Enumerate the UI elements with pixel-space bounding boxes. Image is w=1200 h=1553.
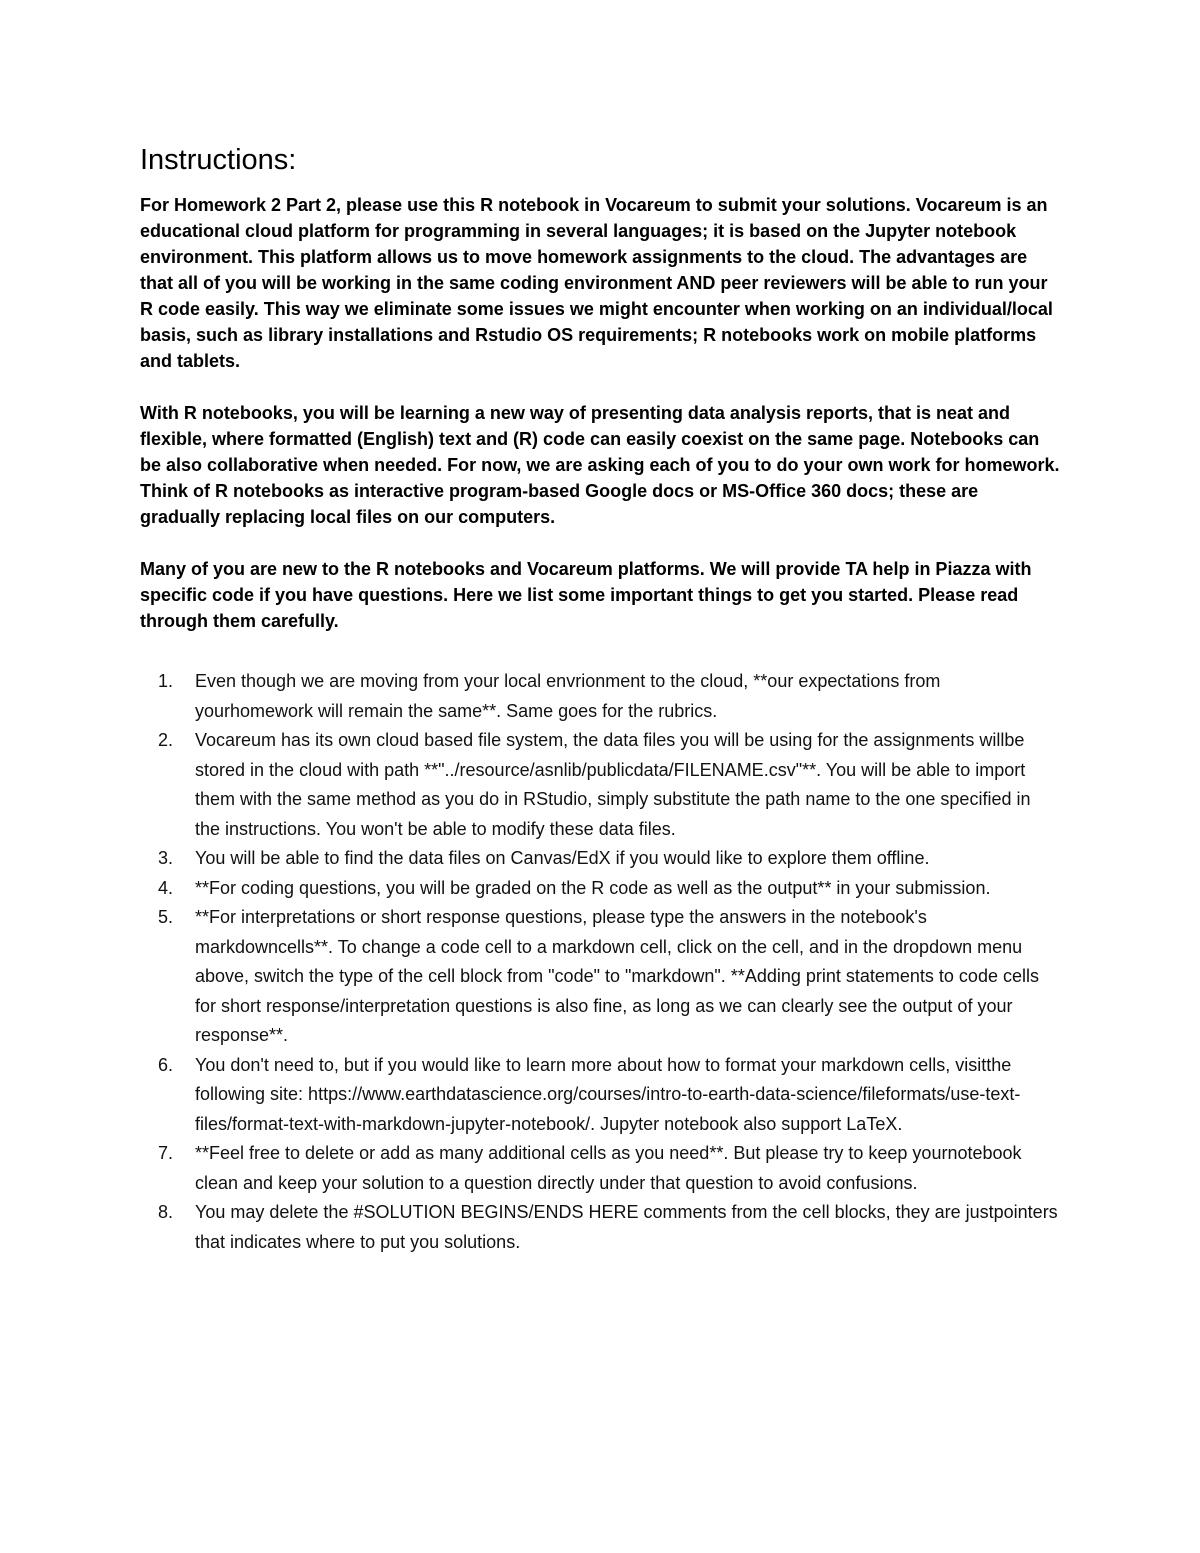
list-item [140,903,1060,1051]
list-item-text: You may delete the #SOLUTION BEGINS/ENDS HERE comments from the cell blocks, they are justpointers that indicates where to put you solutions. [195,1202,1058,1252]
list-item [140,874,1060,904]
list-item-number: 2. [158,730,174,750]
list-item-text: **Feel free to delete or add as many additional cells as you need**. But please try to keep yournotebook clean and keep your solution to a question directly under that question to avoid confusions. [195,1143,1022,1193]
instructions-list [140,667,1060,1257]
list-item-text: Even though we are moving from your local envrionment to the cloud, **our expectations from yourhomework will remain the same**. Same goes for the rubrics. [195,671,941,721]
list-item [140,844,1060,874]
list-item [140,1139,1060,1198]
list-item-number: 7. [158,1143,174,1163]
list-item-number: 6. [158,1054,174,1075]
list-item-text: **For interpretations or short response questions, please type the answers in the notebook's markdowncells**. To change a code cell to a markdown cell, click on the cell, and in the dropdown menu above, switch the type of the cell block from "code" to "markdown". **Adding print statements to code cells for short response/interpretation questions is also fine, as long as we can clearly see the output of your response**. [195,907,1039,1045]
list-item-number: 1. [158,671,174,691]
list-item [140,1051,1060,1140]
list-item-number: 8. [158,1202,174,1222]
list-item-text: Vocareum has its own cloud based file system, the data files you will be using for the assignments willbe stored in the cloud with path **"../resource/asnlib/publicdata/FILENAME.csv"**. You will be able to import them with the same method as you do in RStudio, simply substitute the path name to the one specified in the instructions. You won't be able to modify these data files. [195,730,1031,839]
list-item-number: 5. [158,907,174,927]
list-item-number: 4. [158,877,174,898]
list-item [140,1198,1060,1257]
document-title: Instructions: [140,144,297,176]
list-item [140,726,1060,844]
list-item-number: 3. [158,848,174,868]
list-item-text: You will be able to find the data files on Canvas/EdX if you would like to explore them offline. [195,848,930,868]
document-page [140,142,1060,1257]
notebooks-paragraph: With R notebooks, you will be learning a new way of presenting data analysis reports, that is neat and flexible, where formatted (English) text and (R) code can easily coexist on the same page. Notebooks can be also collaborative when needed. For now, we are asking each of you to do your own work for homework. Think of R notebooks as interactive program-based Google docs or MS-Office 360 docs; these are gradually replacing local files on our computers. [140,403,1060,527]
getting-started-paragraph: Many of you are new to the R notebooks and Vocareum platforms. We will provide TA help in Piazza with specific code if you have questions. Here we list some important things to get you started. Please read through them carefully. [140,559,1032,631]
list-item-text: **For coding questions, you will be graded on the R code as well as the output** in your submission. [195,877,991,898]
intro-paragraph: For Homework 2 Part 2, please use this R notebook in Vocareum to submit your solutions. Vocareum is an educational cloud platform for programming in several languages; it is based on the Jupyter notebook environment. This platform allows us to move homework assignments to the cloud. The advantages are that all of you will be working in the same coding environment AND peer reviewers will be able to run your R code easily. This way we eliminate some issues we might encounter when working on an individual/local basis, such as library installations and Rstudio OS requirements; R notebooks work on mobile platforms and tablets. [140,195,1053,371]
list-item [140,667,1060,726]
list-item-text: You don't need to, but if you would like to learn more about how to format your markdown cells, visitthe following site: https://www.earthdatascience.org/courses/intro-to-earth-data-science/fileformats/use-text-files/format-text-with-markdown-jupyter-notebook/. Jupyter notebook also support LaTeX. [195,1054,1021,1134]
